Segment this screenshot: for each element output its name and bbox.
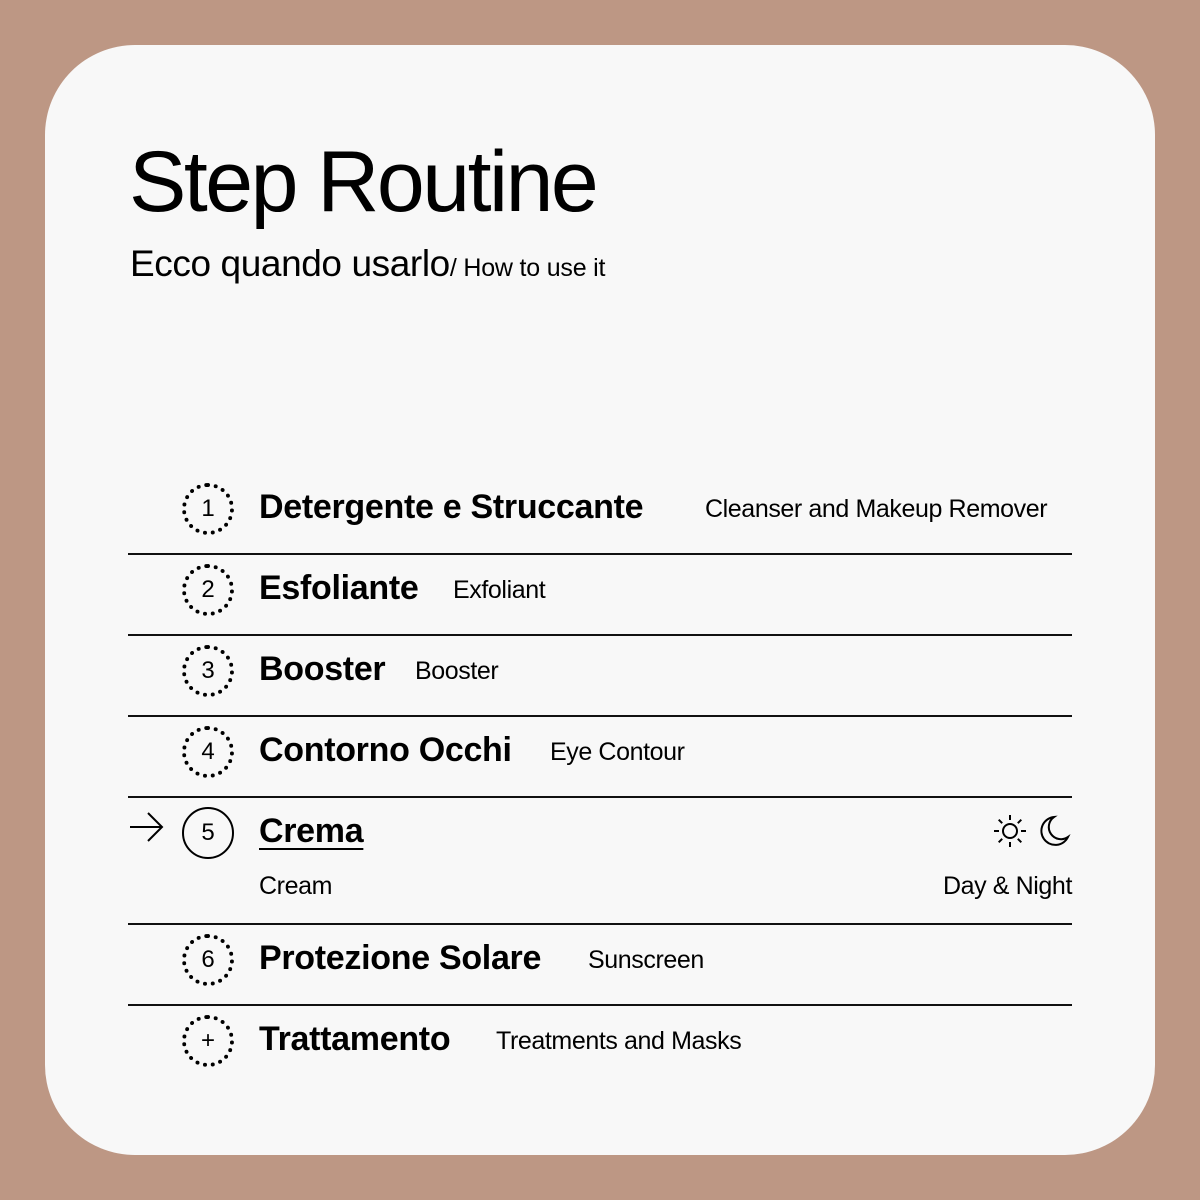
step-translation: Booster	[415, 657, 499, 685]
step-translation: Sunscreen	[588, 946, 704, 974]
step-translation: Eye Contour	[550, 738, 685, 766]
step-row-2[interactable]	[128, 555, 1072, 636]
page-subtitle	[130, 245, 605, 282]
step-name: Booster	[259, 650, 386, 688]
routine-card	[45, 45, 1155, 1155]
step-row-4[interactable]	[128, 717, 1072, 798]
step-row-6[interactable]	[128, 925, 1072, 1006]
step-name: Contorno Occhi	[259, 731, 512, 769]
step-translation: Exfoliant	[453, 576, 546, 604]
step-number-badge: 6	[182, 934, 234, 986]
step-translation: Cleanser and Makeup Remover	[705, 495, 1048, 523]
step-translation: Treatments and Masks	[496, 1027, 742, 1055]
sun-icon	[994, 815, 1026, 847]
step-row-3[interactable]	[128, 636, 1072, 717]
step-number-badge: 2	[182, 564, 234, 616]
page-title: Step Routine	[129, 134, 597, 230]
step-number-badge: 5	[182, 807, 234, 859]
step-row-5-active[interactable]	[128, 798, 1072, 925]
step-number-badge: 3	[182, 645, 234, 697]
step-name: Detergente e Struccante	[259, 488, 644, 526]
step-name: Crema	[259, 812, 364, 850]
subtitle-italian: Ecco quando usarlo	[130, 243, 450, 284]
step-name: Esfoliante	[259, 569, 419, 607]
plus-badge: +	[182, 1015, 234, 1067]
step-row-extra[interactable]	[128, 1006, 1072, 1087]
usage-label: Day & Night	[943, 872, 1072, 900]
step-number-badge: 4	[182, 726, 234, 778]
step-row-1[interactable]	[128, 474, 1072, 555]
moon-icon	[1041, 817, 1068, 845]
step-number-badge: 1	[182, 483, 234, 535]
step-name: Protezione Solare	[259, 939, 542, 977]
arrow-right-icon	[128, 810, 166, 844]
step-name: Trattamento	[259, 1020, 451, 1058]
subtitle-english: / How to use it	[449, 254, 606, 282]
day-night-icons	[992, 813, 1072, 849]
step-translation: Cream	[259, 872, 333, 900]
